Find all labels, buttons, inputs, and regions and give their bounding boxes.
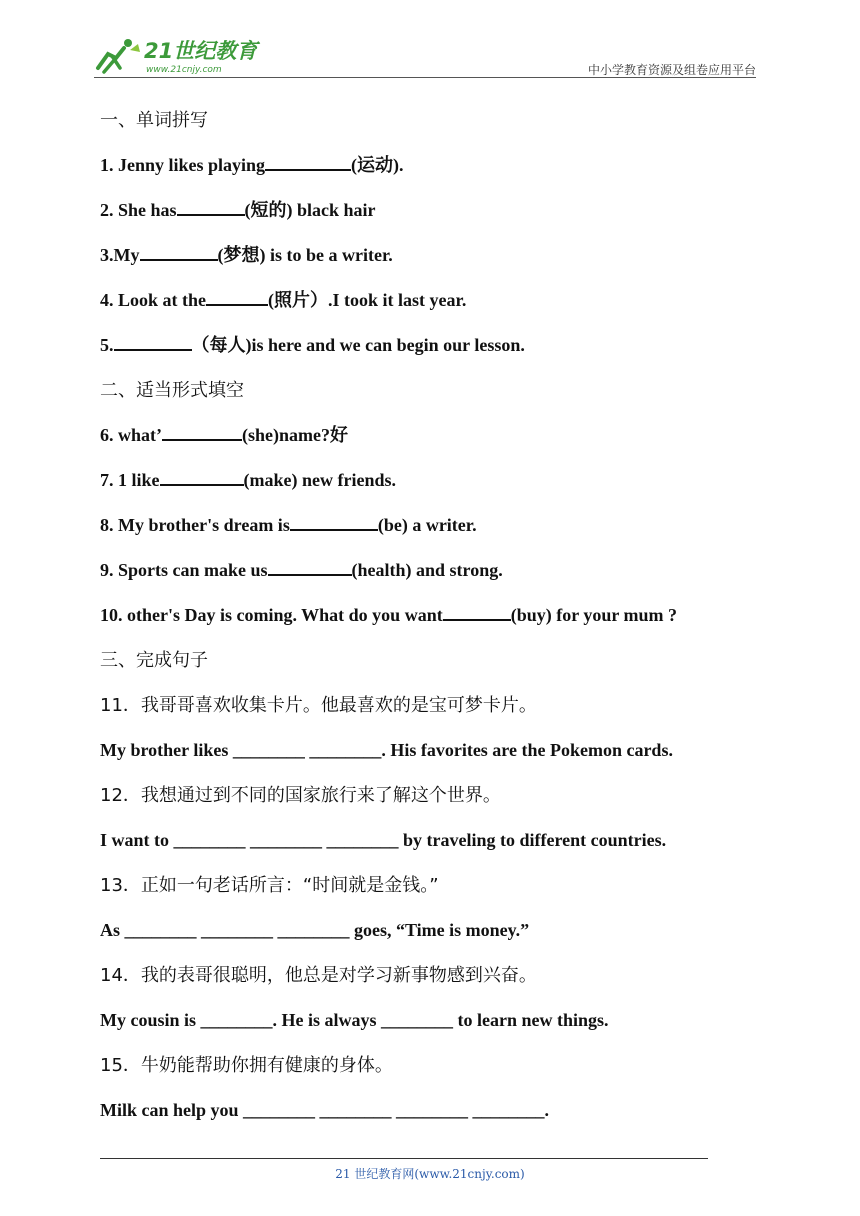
question-3-hint: (梦想) is to be a writer. xyxy=(217,245,393,265)
question-14-chinese: 14．我的表哥很聪明，他总是对学习新事物感到兴奋。 xyxy=(100,965,537,986)
question-4-hint: (照片）.I took it last year. xyxy=(268,290,467,310)
question-11-chinese: 11．我哥哥喜欢收集卡片。他最喜欢的是宝可梦卡片。 xyxy=(100,695,537,716)
question-10-hint: (buy) for your mum ? xyxy=(510,605,678,625)
question-8 xyxy=(100,503,780,548)
question-2-hint: (短的) black hair xyxy=(244,200,376,220)
answer-blank[interactable] xyxy=(206,286,268,306)
answer-blank[interactable] xyxy=(114,331,192,351)
answer-blank[interactable] xyxy=(160,466,244,486)
question-4 xyxy=(100,278,780,323)
answer-blank[interactable] xyxy=(268,556,352,576)
question-15-chinese: 15．牛奶能帮助你拥有健康的身体。 xyxy=(100,1055,393,1076)
question-6-hint: (she)name?好 xyxy=(242,425,348,445)
question-5-text: 5. xyxy=(100,335,114,355)
question-7-hint: (make) new friends. xyxy=(243,470,396,490)
question-11-english: My brother likes ________ ________. His favorites are the Pokemon cards. xyxy=(100,740,673,760)
runner-icon xyxy=(98,39,140,72)
question-12-english: I want to ________ ________ ________ by traveling to different countries. xyxy=(100,830,667,850)
header-divider xyxy=(94,77,756,78)
question-5-hint: （每人)is here and we can begin our lesson. xyxy=(191,335,525,355)
answer-blank[interactable] xyxy=(443,601,511,621)
answer-blank[interactable] xyxy=(290,511,378,531)
worksheet-content xyxy=(100,98,780,1133)
question-1-text: 1. Jenny likes playing xyxy=(100,155,266,175)
question-14-english: My cousin is ________. He is always ________ to learn new things. xyxy=(100,1010,609,1030)
question-4-text: 4. Look at the xyxy=(100,290,207,310)
question-10 xyxy=(100,593,780,638)
question-6-text: 6. what’ xyxy=(100,425,162,445)
footer-source[interactable]: 21 世纪教育网(www.21cnjy.com) xyxy=(335,1167,525,1181)
answer-blank[interactable] xyxy=(140,241,218,261)
question-8-text: 8. My brother's dream is xyxy=(100,515,290,535)
section-heading-2: 二、适当形式填空 xyxy=(100,380,244,401)
question-8-hint: (be) a writer. xyxy=(377,515,477,535)
question-1 xyxy=(100,143,780,188)
question-7-text: 7. 1 like xyxy=(100,470,160,490)
question-5 xyxy=(100,323,780,368)
question-3-text: 3.My xyxy=(100,245,140,265)
section-heading-3: 三、完成句子 xyxy=(100,650,208,671)
page-header xyxy=(94,30,756,80)
section-heading-1: 一、单词拼写 xyxy=(100,110,208,131)
answer-blank[interactable] xyxy=(265,151,351,171)
question-15-english: Milk can help you ________ ________ ________ ________. xyxy=(100,1100,550,1120)
logo xyxy=(94,34,264,76)
question-2 xyxy=(100,188,780,233)
question-9 xyxy=(100,548,780,593)
question-9-text: 9. Sports can make us xyxy=(100,560,268,580)
question-10-text: 10. other's Day is coming. What do you want xyxy=(100,605,443,625)
question-13-english: As ________ ________ ________ goes, “Time is money.” xyxy=(100,920,530,940)
answer-blank[interactable] xyxy=(162,421,242,441)
header-platform-text: 中小学教育资源及组卷应用平台 xyxy=(587,63,756,77)
footer-divider xyxy=(100,1158,708,1159)
question-2-text: 2. She has xyxy=(100,200,177,220)
question-9-hint: (health) and strong. xyxy=(351,560,503,580)
question-3 xyxy=(100,233,780,278)
answer-blank[interactable] xyxy=(177,196,245,216)
question-12-chinese: 12．我想通过到不同的国家旅行来了解这个世界。 xyxy=(100,785,501,806)
question-6 xyxy=(100,413,780,458)
logo-text: 21世纪教育 xyxy=(144,39,258,63)
logo-url: www.21cnjy.com xyxy=(146,65,222,75)
question-13-chinese: 13．正如一句老话所言：“时间就是金钱。” xyxy=(100,875,439,896)
question-7 xyxy=(100,458,780,503)
question-1-hint: (运动). xyxy=(351,155,404,175)
